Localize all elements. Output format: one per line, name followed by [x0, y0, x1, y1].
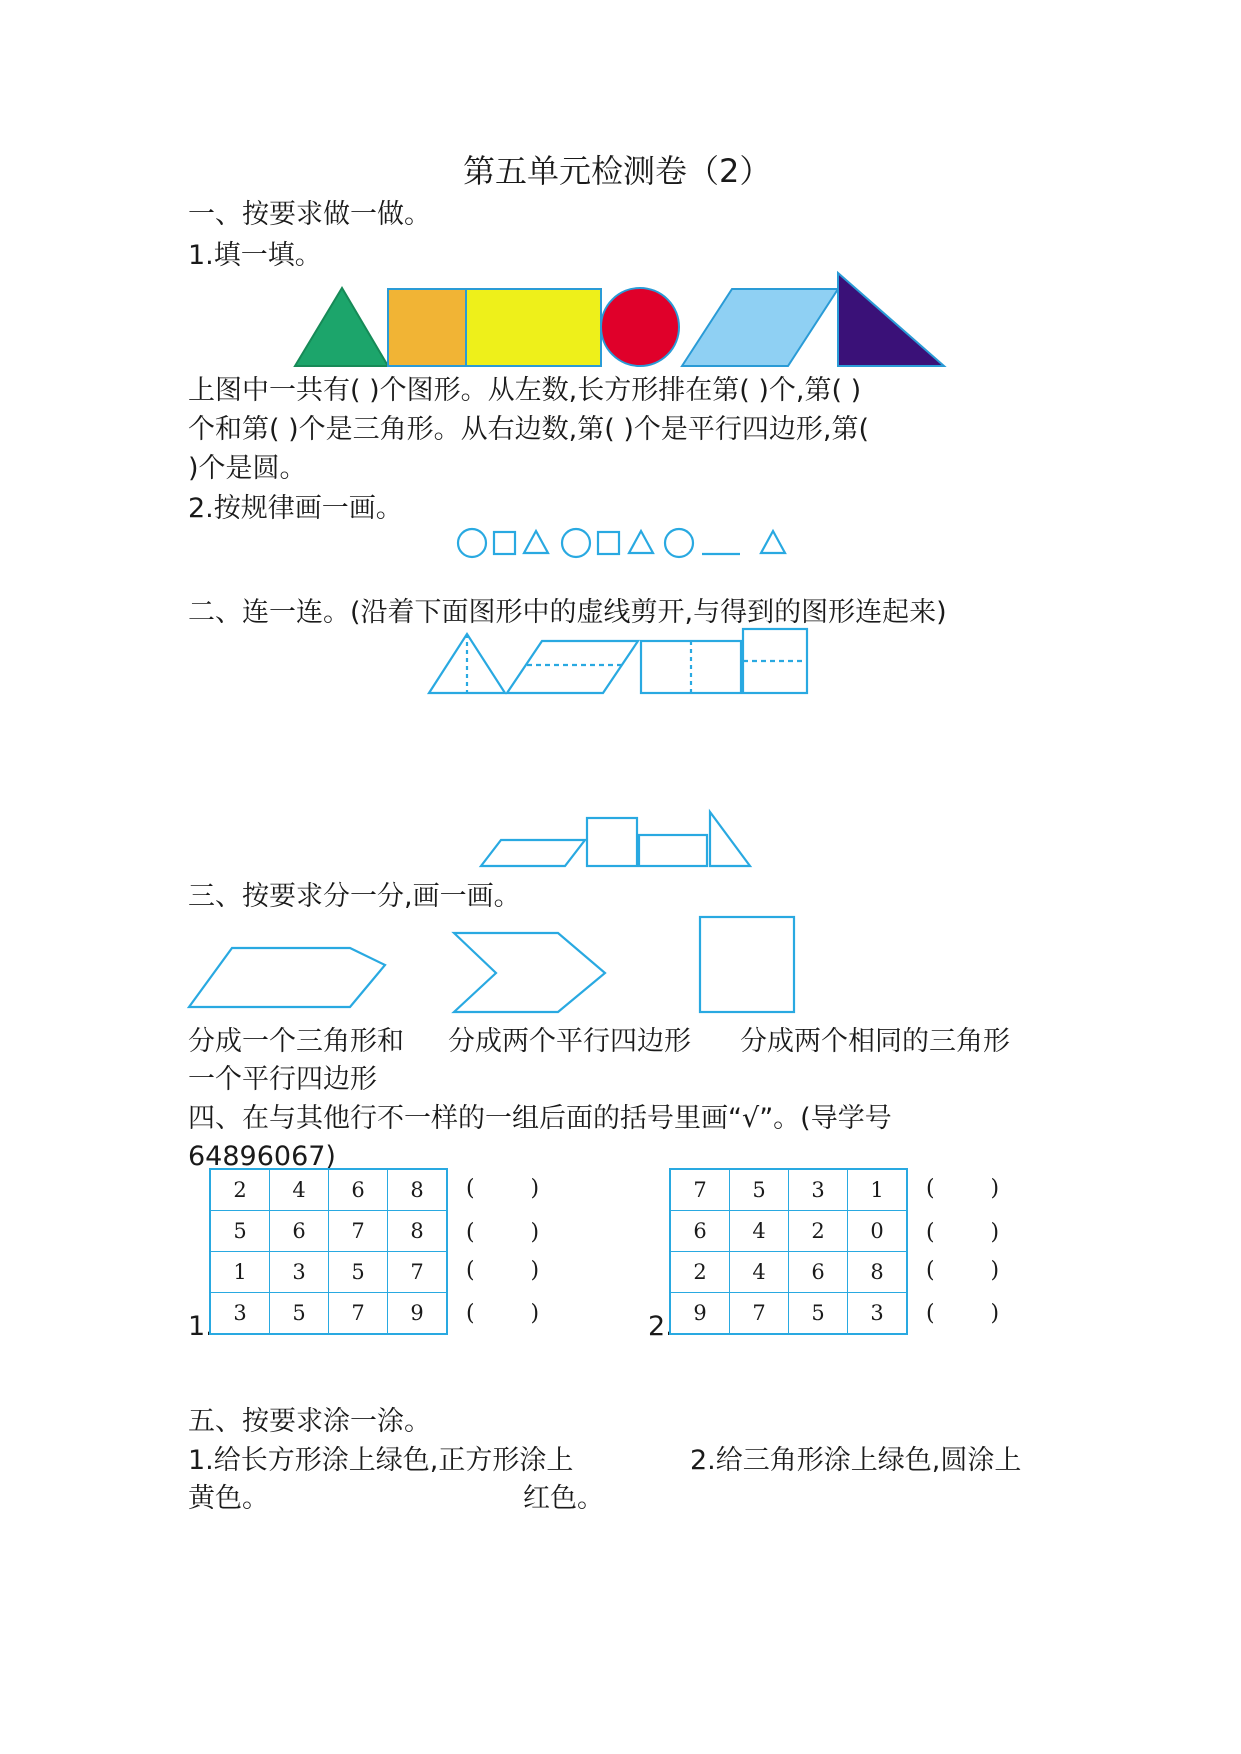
- table-row: [670, 1252, 907, 1293]
- table-row: [210, 1169, 447, 1211]
- grid-cell: 7: [329, 1211, 388, 1252]
- answer-blank-1-4[interactable]: ( ): [466, 1301, 540, 1326]
- grid-cell: 6: [789, 1252, 848, 1293]
- answer-blank-2-4[interactable]: ( ): [926, 1301, 1000, 1326]
- parallelogram-with-cut: [507, 641, 638, 693]
- grid-cell: 5: [789, 1293, 848, 1335]
- pattern-circle-icon: [458, 529, 486, 557]
- section4-heading: 四、在与其他行不一样的一组后面的括号里画“√”。(导学号: [188, 1103, 892, 1134]
- grid-cell: 8: [848, 1252, 908, 1293]
- chevron-shape: [454, 933, 605, 1012]
- question2-label: 2.按规律画一画。: [188, 493, 403, 524]
- pattern-row: [455, 523, 795, 563]
- grid-cell: 8: [388, 1169, 448, 1211]
- yellow-rectangle: [466, 289, 601, 366]
- grid-cell: 2: [670, 1252, 730, 1293]
- question1-label: 1.填一填。: [188, 240, 322, 271]
- grid-cell: 4: [730, 1211, 789, 1252]
- color-question2-b: 红色。: [523, 1483, 604, 1514]
- grid-cell: 0: [848, 1211, 908, 1252]
- grid-cell: 5: [730, 1169, 789, 1211]
- grid-cell: 1: [848, 1169, 908, 1211]
- cut-shapes: [420, 628, 820, 698]
- small-rectangle: [639, 835, 707, 866]
- small-square: [587, 818, 637, 866]
- grid-cell: 8: [388, 1211, 448, 1252]
- section4-heading-cont: 64896067): [188, 1141, 336, 1172]
- answer-blank-2-1[interactable]: ( ): [926, 1176, 1000, 1201]
- divide-caption-1b: 一个平行四边形: [188, 1064, 377, 1095]
- divide-caption-2: 分成两个平行四边形: [448, 1026, 691, 1057]
- grid-cell: 2: [210, 1169, 270, 1211]
- grid-cell: 5: [210, 1211, 270, 1252]
- pattern-triangle-icon: [629, 531, 653, 553]
- grid-cell: 7: [329, 1293, 388, 1335]
- divide-caption-1a: 分成一个三角形和: [188, 1026, 404, 1057]
- grid2-label: 2.: [648, 1311, 674, 1342]
- result-shapes: [475, 810, 775, 870]
- number-grid-1: [209, 1168, 448, 1335]
- color-question2-a: 2.给三角形涂上绿色,圆涂上: [690, 1445, 1022, 1476]
- grid1-label: 1.: [188, 1311, 214, 1342]
- question1-line1: 上图中一共有( )个图形。从左数,长方形排在第( )个,第( ): [188, 375, 862, 406]
- answer-blank-2-3[interactable]: ( ): [926, 1258, 1000, 1283]
- pentagon-shape: [189, 948, 385, 1007]
- divide-shapes: [180, 915, 800, 1015]
- grid-cell: 3: [210, 1293, 270, 1335]
- answer-blank-2-2[interactable]: ( ): [926, 1220, 1000, 1245]
- section2-heading: 二、连一连。(沿着下面图形中的虚线剪开,与得到的图形连起来): [188, 597, 947, 628]
- grid-cell: 6: [670, 1211, 730, 1252]
- color-question1-a: 1.给长方形涂上绿色,正方形涂上: [188, 1445, 574, 1476]
- grid-cell: 4: [270, 1169, 329, 1211]
- green-triangle: [295, 288, 388, 366]
- grid-cell: 7: [670, 1169, 730, 1211]
- page-title: 第五单元检测卷（2）: [463, 152, 772, 190]
- grid-cell: 7: [388, 1252, 448, 1293]
- table-row: [210, 1293, 447, 1335]
- square-shape: [700, 917, 794, 1012]
- grid-cell: 3: [270, 1252, 329, 1293]
- table-row: [210, 1252, 447, 1293]
- section3-heading: 三、按要求分一分,画一画。: [188, 881, 521, 912]
- pattern-circle-icon: [562, 529, 590, 557]
- shape-row: [290, 270, 950, 370]
- divide-caption-3: 分成两个相同的三角形: [740, 1026, 1010, 1057]
- grid-cell: 7: [730, 1293, 789, 1335]
- section1-heading: 一、按要求做一做。: [188, 199, 431, 230]
- section5-heading: 五、按要求涂一涂。: [188, 1406, 431, 1437]
- pattern-square-icon: [598, 532, 619, 554]
- table-row: [670, 1169, 907, 1211]
- grid-cell: 5: [270, 1293, 329, 1335]
- grid-cell: 9: [388, 1293, 448, 1335]
- grid-cell: 3: [848, 1293, 908, 1335]
- pattern-circle-icon: [665, 529, 693, 557]
- grid-cell: 6: [270, 1211, 329, 1252]
- pattern-triangle-icon: [524, 531, 548, 553]
- question1-line3: )个是圆。: [188, 453, 307, 484]
- small-right-triangle: [710, 812, 750, 866]
- table-row: [210, 1211, 447, 1252]
- grid-cell: 1: [210, 1252, 270, 1293]
- blue-parallelogram: [682, 289, 838, 366]
- answer-blank-1-3[interactable]: ( ): [466, 1258, 540, 1283]
- grid-cell: 3: [789, 1169, 848, 1211]
- red-circle: [601, 288, 679, 366]
- color-question1-b: 黄色。: [188, 1483, 269, 1514]
- grid-cell: 6: [329, 1169, 388, 1211]
- small-parallelogram: [481, 840, 585, 866]
- purple-right-triangle: [838, 273, 944, 366]
- pattern-triangle-icon: [761, 531, 785, 553]
- pattern-square-icon: [494, 532, 515, 554]
- number-grid-2: [669, 1168, 908, 1335]
- answer-blank-1-1[interactable]: ( ): [466, 1176, 540, 1201]
- answer-blank-1-2[interactable]: ( ): [466, 1220, 540, 1245]
- grid-cell: 2: [789, 1211, 848, 1252]
- grid-cell: 4: [730, 1252, 789, 1293]
- orange-square: [388, 289, 466, 366]
- grid-cell: 9: [670, 1293, 730, 1335]
- table-row: [670, 1211, 907, 1252]
- question1-line2: 个和第( )个是三角形。从右边数,第( )个是平行四边形,第(: [188, 414, 869, 445]
- table-row: [670, 1293, 907, 1335]
- grid-cell: 5: [329, 1252, 388, 1293]
